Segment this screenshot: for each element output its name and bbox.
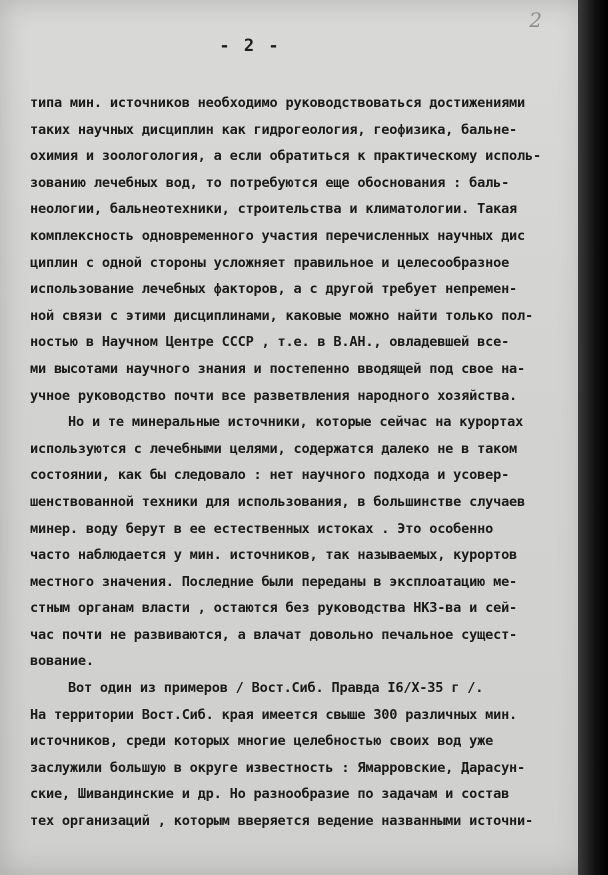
text-line: типа мин. источников необходимо руководствоваться достижениями <box>30 95 526 111</box>
page-number: - 2 - <box>219 36 281 56</box>
text-line: таких научных дисциплин как гидрогеология, геофизика, бальне- <box>30 121 518 138</box>
paragraph-start-line: Вот один из примеров / Вост.Сиб. Правда I6/X-35 г /. <box>68 680 484 697</box>
text-line: минер. воду берут в ее естественных истоках . Это особенно <box>30 520 494 537</box>
text-line: используются с лечебными целями, содержатся далеко не в таком <box>30 440 518 457</box>
text-line: стным органам власти , остаются без руководства НКЗ-ва и сей- <box>30 600 518 617</box>
text-line: использование лечебных факторов, а с другой требует непремен- <box>30 281 518 298</box>
text-line: ностью в Научном Центре СССР , т.е. в В.АН., овладевшей все- <box>30 334 510 351</box>
archive-page-mark: 2 <box>529 8 542 32</box>
text-line: источников, среди которых многие целебностью своих вод уже <box>30 733 494 750</box>
text-line: тех организаций , которым вверяется ведение названными источни- <box>30 813 534 830</box>
text-line: зованию лечебных вод, то потребуются еще обоснования : баль- <box>30 174 510 191</box>
text-line: ми высотами научного знания и постепенно вводящей под свое на- <box>30 360 526 377</box>
text-line: час почти не развиваются, а влачат довольно печальное сущест- <box>30 626 518 643</box>
text-line: шенствованной техники для использования, в большинстве случаев <box>30 493 526 510</box>
text-line: ские, Шивандинские и др. Но разнообразие по задачам и состав <box>30 786 510 803</box>
text-line: неологии, бальнеотехники, строительства и климатологии. Такая <box>30 201 518 218</box>
text-line: заслужили большую в округе известность : Ямарровские, Дарасун- <box>30 759 526 776</box>
paragraph-start-line: Но и те минеральные источники, которые сейчас на курортах <box>68 414 524 431</box>
text-line: местного значения. Последние были переданы в эксплоатацию ме- <box>30 573 518 590</box>
scan-edge-shadow <box>578 0 608 875</box>
text-line: комплексность одновременного участия перечисленных научных дис <box>30 227 526 244</box>
text-line: ной связи с этими дисциплинами, каковые можно найти только пол- <box>30 307 534 324</box>
text-line: охимия и зоологология, а если обратиться к практическому исполь- <box>30 148 541 165</box>
text-line: учное руководство почти все разветвления народного хозяйства. <box>30 387 518 404</box>
text-line: циплин с одной стороны усложняет правильное и целесообразное <box>30 254 510 271</box>
text-line: На территории Вост.Сиб. края имеется свыше 300 различных мин. <box>30 706 518 723</box>
text-line: вование. <box>30 653 94 670</box>
text-line: часто наблюдается у мин. источников, так называемых, курортов <box>30 547 518 564</box>
text-line: состоянии, как бы следовало : нет научного подхода и усовер- <box>30 467 510 484</box>
document-body <box>30 90 582 835</box>
